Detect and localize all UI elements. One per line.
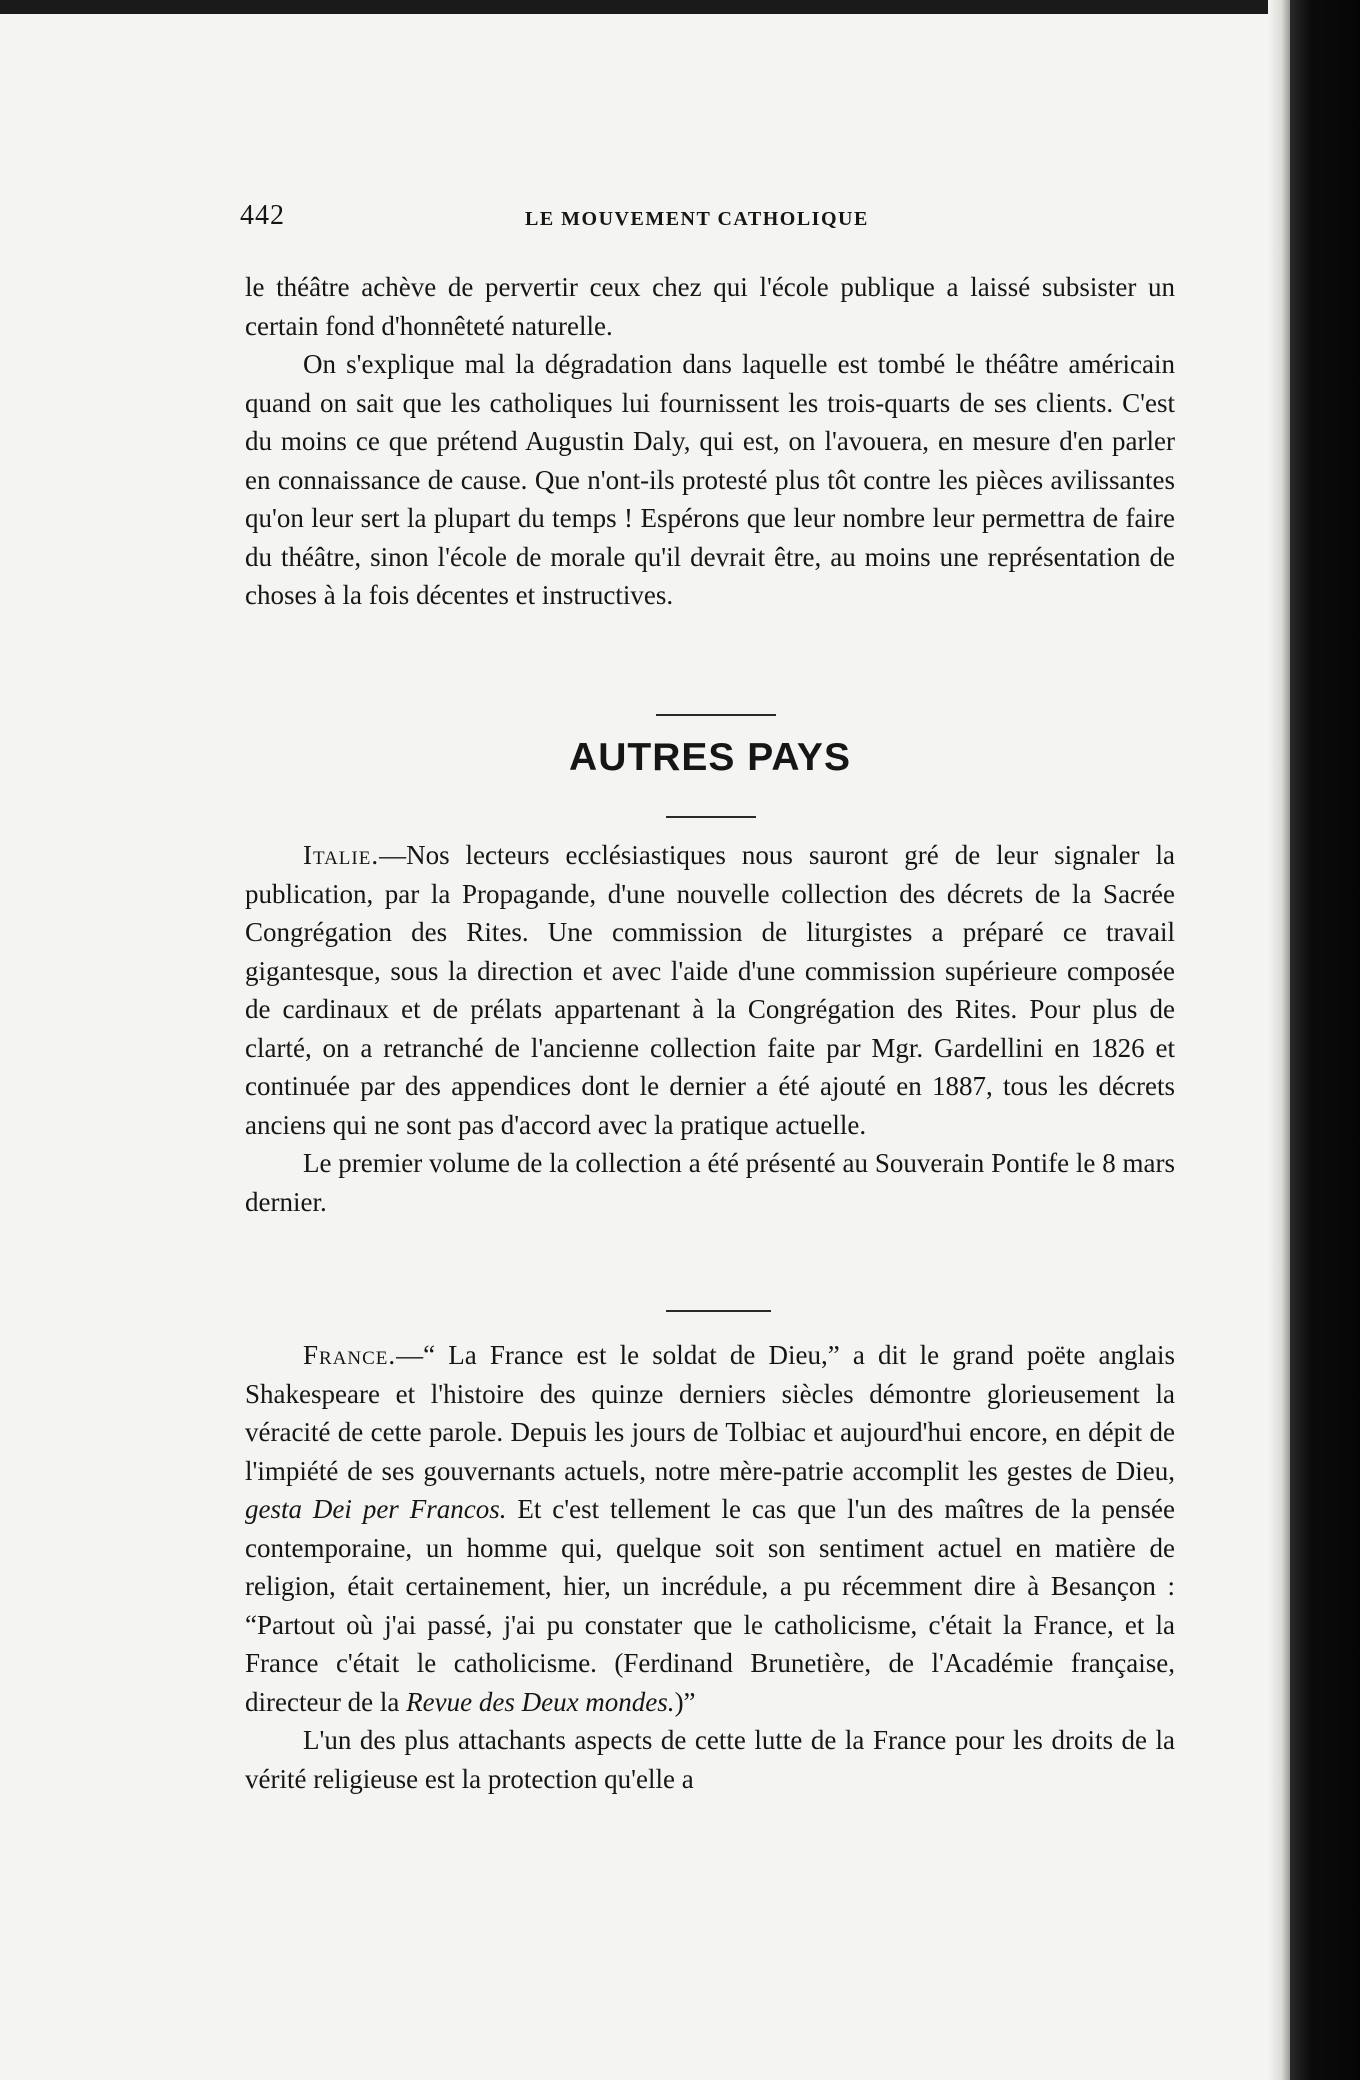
book-spine (1290, 0, 1360, 2080)
country-heading-france: France. (303, 1340, 397, 1370)
latin-quote: gesta Dei per Francos. (245, 1494, 507, 1524)
paragraph: L'un des plus attachants aspects de cette lutte de la France pour les droits de la vérité religieuse est la protection qu'elle a (245, 1725, 1175, 1794)
country-heading-italie: Italie. (303, 840, 380, 870)
theatre-section (245, 268, 1175, 615)
france-section (245, 1336, 1175, 1798)
page-header (240, 200, 1160, 240)
paragraph: le théâtre achève de pervertir ceux chez qui l'école publique a laissé subsister un certain fond d'honnêteté naturelle. (245, 272, 1175, 341)
paragraph: Le premier volume de la collection a été présenté au Souverain Pontife le 8 mars dernier. (245, 1148, 1175, 1217)
paragraph: On s'explique mal la dégradation dans laquelle est tombé le théâtre américain quand on sait que les catholiques lui fournissent les trois-quarts de ses clients. C'est du moins ce que prétend Augustin Daly, qui est, on l'avouera, en mesure d'en parler en connaissance de cause. Que n'ont-ils protesté plus tôt contre les pièces avilissantes qu'on leur sert la plupart du temps ! Espérons que leur nombre leur permettra de faire du théâtre, sinon l'école de morale qu'il devrait être, au moins une représentation de choses à la fois décentes et instructives. (245, 349, 1175, 610)
running-head: LE MOUVEMENT CATHOLIQUE (525, 208, 869, 230)
section-title: AUTRES PAYS (569, 736, 851, 779)
paragraph (245, 836, 1175, 1144)
section-divider (656, 714, 776, 716)
book-page (0, 14, 1290, 2080)
paragraph-text: )” (674, 1686, 696, 1717)
paragraph-text: —Nos lecteurs ecclésiastiques nous sauront gré de leur signaler la publication, par la Propagande, d'une nouvelle collection des décrets de la Sacrée Congrégation des Rites. Une commission de liturgistes a préparé ce travail gigantesque, sous la direction et avec l'aide d'une commission supérieure composée de cardinaux et de prélats appartenant à la Congrégation des Rites. Pour plus de clarté, on a retranché de l'ancienne collection faite par Mgr. Gardellini en 1826 et continuée par des appendices dont le dernier a été ajouté en 1887, tous les décrets anciens qui ne sont pas d'accord avec la pratique actuelle. (245, 840, 1175, 1140)
journal-title: Revue des Deux mondes. (406, 1686, 675, 1717)
paragraph-text: —“ La France est le soldat de Dieu,” a dit le grand poëte anglais Shakespeare et l'histoire des quinze derniers siècles démontre glorieusement la véracité de cette parole. Depuis les jours de Tolbiac et aujourd'hui encore, en dépit de l'impiété de ses gouvernants actuels, notre mère-patrie accomplit les gestes de Dieu, (245, 1340, 1175, 1486)
page-edge-shadow (1268, 0, 1290, 2080)
paragraph (245, 1336, 1175, 1721)
paragraph-text: Et c'est tellement le cas que l'un des maîtres de la pensée contemporaine, un homme qui, quelque soit son sentiment actuel en matière de religion, était certainement, hier, un incrédule, a pu récemment dire à Besançon : “Partout où j'ai passé, j'ai pu constater que le catholicisme, c'était la France, et la France c'était le catholicisme. (Ferdinand Brunetière, de l'Académie française, directeur de la (245, 1494, 1175, 1717)
section-divider (666, 1310, 771, 1312)
page-number: 442 (240, 200, 285, 231)
italie-section (245, 836, 1175, 1221)
title-underline (666, 816, 756, 818)
